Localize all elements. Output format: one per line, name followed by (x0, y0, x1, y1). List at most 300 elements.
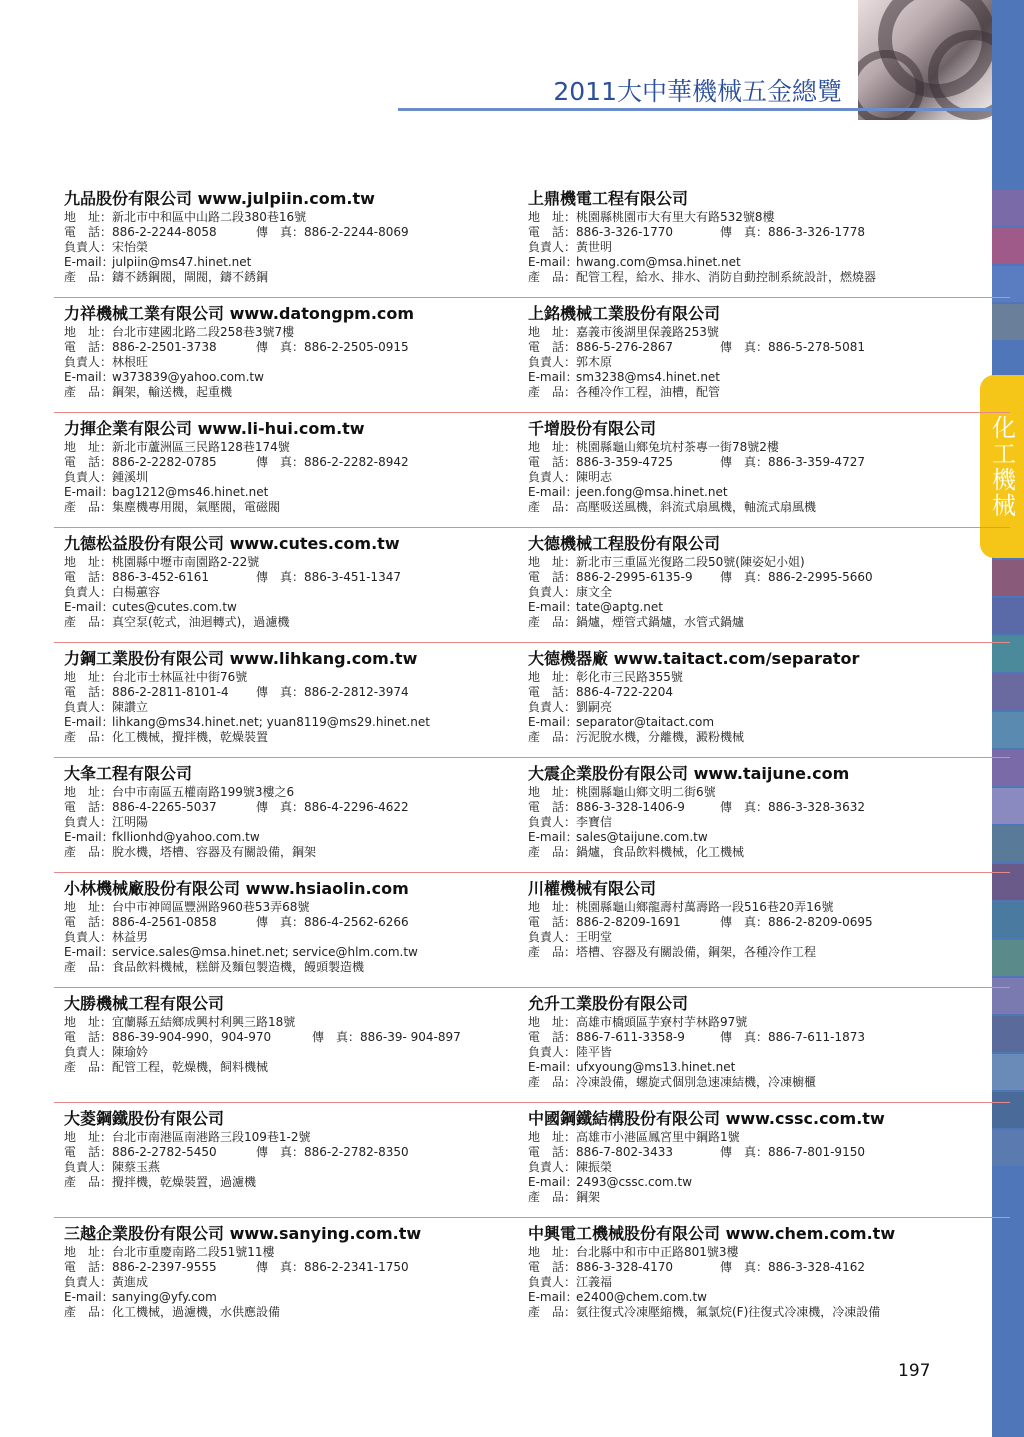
products-label: 產 品： (528, 270, 577, 284)
contact-label: 負責人： (64, 1160, 113, 1174)
side-tab-band (992, 712, 1024, 748)
phone-label: 電 話： (528, 455, 577, 469)
entry-divider (54, 987, 546, 988)
fax-group (256, 455, 409, 470)
fax-label: 傳 真： (720, 1260, 769, 1274)
company-entry (64, 993, 516, 1108)
address-line (64, 1245, 516, 1260)
side-tab-band (992, 940, 1024, 976)
fax-label: 傳 真： (256, 455, 305, 469)
address-label: 地 址： (528, 1015, 577, 1029)
side-tab-band (992, 978, 1024, 1014)
phone-label: 電 話： (64, 1260, 113, 1274)
email-label: E-mail： (64, 715, 114, 729)
side-tab-band (992, 864, 1024, 900)
phone-group (64, 570, 256, 585)
contact-value: 陳振榮 (576, 1160, 613, 1174)
side-tab-band (992, 826, 1024, 862)
phone-label: 電 話： (64, 570, 113, 584)
products-value: 各種冷作工程，油槽，配管 (576, 385, 721, 399)
category-tab-chemical-machinery[interactable] (980, 375, 1024, 558)
address-label: 地 址： (64, 440, 113, 454)
products-line (528, 1190, 980, 1205)
phone-group (64, 800, 256, 815)
company-name: 大勝機械工程有限公司 (64, 994, 225, 1013)
contact-value: 李寶信 (576, 815, 613, 829)
phone-group (528, 685, 720, 700)
fax-label: 傳 真： (256, 1260, 305, 1274)
fax-value: 886-5-278-5081 (768, 340, 865, 354)
products-line (64, 500, 516, 515)
email-line (528, 715, 980, 730)
phone-label: 電 話： (64, 915, 113, 929)
email-value: lihkang@ms34.hinet.net; yuan8119@ms29.hinet.net (112, 715, 430, 729)
products-label: 產 品： (528, 615, 577, 629)
email-value: separator@taitact.com (576, 715, 715, 729)
company-entry (528, 418, 980, 533)
address-line (64, 210, 516, 225)
products-line (528, 270, 980, 285)
fax-value: 886-3-451-1347 (304, 570, 401, 584)
phone-value: 886-39-904-990，904-970 (112, 1030, 272, 1044)
company-entry (64, 878, 516, 993)
contact-label: 負責人： (528, 1275, 577, 1289)
contact-label: 負責人： (64, 1275, 113, 1289)
address-value: 桃園縣龜山鄉兔坑村茶專一街78號2樓 (576, 440, 779, 454)
fax-label: 傳 真： (256, 340, 305, 354)
contact-line (64, 1045, 516, 1060)
entry-divider (518, 412, 1010, 413)
email-line (528, 600, 980, 615)
company-entry (64, 303, 516, 418)
products-value: 攪拌機，乾燥裝置，過濾機 (112, 1175, 257, 1189)
phone-fax-line (64, 1030, 516, 1045)
fax-value: 886-2-8209-0695 (768, 915, 873, 929)
entry-divider (518, 642, 1010, 643)
fax-value: 886-2-2995-5660 (768, 570, 873, 584)
contact-label: 負責人： (528, 700, 577, 714)
contact-label: 負責人： (528, 1045, 577, 1059)
address-label: 地 址： (64, 210, 113, 224)
contact-line (528, 815, 980, 830)
address-value: 台中市南區五權南路199號3樓之6 (112, 785, 295, 799)
fax-value: 886-3-359-4727 (768, 455, 865, 469)
email-line (64, 255, 516, 270)
company-name: 川權機械有限公司 (528, 879, 657, 898)
contact-label: 負責人： (64, 355, 113, 369)
fax-group (256, 685, 409, 700)
entry-divider (518, 297, 1010, 298)
products-value: 脫水機，塔槽、容器及有關設備，鋼架 (112, 845, 317, 859)
contact-value: 宋怡榮 (112, 240, 149, 254)
side-tab-band (992, 750, 1024, 786)
side-tab-band (992, 902, 1024, 938)
email-value: w373839@yahoo.com.tw (112, 370, 264, 384)
company-name: 九德松益股份有限公司 www.cutes.com.tw (64, 534, 400, 553)
phone-label: 電 話： (64, 1030, 113, 1044)
phone-fax-line (64, 1260, 516, 1275)
address-value: 高雄市小港區鳳宮里中鋼路1號 (576, 1130, 740, 1144)
phone-value: 886-2-2282-0785 (112, 455, 217, 469)
address-line (528, 785, 980, 800)
products-label: 產 品： (528, 945, 577, 959)
address-label: 地 址： (528, 325, 577, 339)
contact-label: 負責人： (64, 700, 113, 714)
fax-group (720, 225, 865, 240)
address-line (528, 1015, 980, 1030)
phone-fax-line (64, 800, 516, 815)
company-entry (64, 533, 516, 648)
company-name: 上鼎機電工程有限公司 (528, 189, 689, 208)
address-line (64, 670, 516, 685)
phone-value: 886-3-328-1406-9 (576, 800, 685, 814)
contact-label: 負責人： (528, 240, 577, 254)
company-name: 大夆工程有限公司 (64, 764, 193, 783)
email-line (528, 370, 980, 385)
email-line (528, 1290, 980, 1305)
company-name: 大德機械工程股份有限公司 (528, 534, 721, 553)
products-line (64, 960, 516, 975)
company-name: 力祥機械工業有限公司 www.datongpm.com (64, 304, 415, 323)
address-label: 地 址： (64, 1015, 113, 1029)
address-label: 地 址： (64, 1130, 113, 1144)
products-label: 產 品： (528, 730, 577, 744)
phone-value: 886-3-326-1770 (576, 225, 673, 239)
email-label: E-mail： (64, 945, 114, 959)
publication-title: 2011大中華機械五金總覽 (553, 77, 842, 106)
email-line (64, 1290, 516, 1305)
products-value: 食品飲料機械，糕餅及麵包製造機，饅頭製造機 (112, 960, 365, 974)
side-tab-band (992, 1130, 1024, 1166)
contact-value: 康文全 (576, 585, 613, 599)
address-label: 地 址： (528, 670, 577, 684)
fax-label: 傳 真： (720, 340, 769, 354)
company-entry (528, 878, 980, 993)
email-label: E-mail： (528, 1175, 578, 1189)
company-entry (528, 993, 980, 1108)
phone-group (528, 1260, 720, 1275)
entry-divider (54, 872, 546, 873)
contact-label: 負責人： (528, 585, 577, 599)
phone-fax-line (64, 685, 516, 700)
products-value: 鍋爐，煙管式鍋爐，水管式鍋爐 (576, 615, 745, 629)
contact-value: 江明陽 (112, 815, 149, 829)
fax-value: 886-2-2244-8069 (304, 225, 409, 239)
company-entry (64, 763, 516, 878)
phone-fax-line (64, 1145, 516, 1160)
phone-group (64, 225, 256, 240)
email-label: E-mail： (528, 370, 578, 384)
phone-group (64, 340, 256, 355)
contact-value: 陸平皆 (576, 1045, 613, 1059)
products-line (64, 1060, 516, 1075)
phone-fax-line (528, 1260, 980, 1275)
address-value: 嘉義市後湖里保義路253號 (576, 325, 719, 339)
email-line (528, 830, 980, 845)
phone-label: 電 話： (64, 685, 113, 699)
fax-label: 傳 真： (720, 455, 769, 469)
fax-group (256, 1260, 409, 1275)
company-entry (528, 533, 980, 648)
phone-value: 886-7-802-3433 (576, 1145, 673, 1159)
products-label: 產 品： (64, 500, 113, 514)
email-label: E-mail： (64, 255, 114, 269)
entry-divider (518, 987, 1010, 988)
company-name: 力揮企業有限公司 www.li-hui.com.tw (64, 419, 365, 438)
phone-group (528, 800, 720, 815)
side-tab-band (992, 1092, 1024, 1128)
contact-line (528, 470, 980, 485)
contact-label: 負責人： (528, 815, 577, 829)
phone-label: 電 話： (64, 455, 113, 469)
company-name: 中興電工機械股份有限公司 www.chem.com.tw (528, 1224, 896, 1243)
contact-line (528, 1275, 980, 1290)
fax-label: 傳 真： (720, 800, 769, 814)
contact-value: 陳瑜妗 (112, 1045, 149, 1059)
phone-value: 886-4-2265-5037 (112, 800, 217, 814)
products-label: 產 品： (64, 615, 113, 629)
address-value: 台北縣中和市中正路801號3樓 (576, 1245, 739, 1259)
email-label: E-mail： (528, 600, 578, 614)
email-label: E-mail： (528, 255, 578, 269)
contact-line (528, 700, 980, 715)
entry-divider (518, 757, 1010, 758)
email-line (528, 485, 980, 500)
email-line (64, 600, 516, 615)
phone-fax-line (528, 915, 980, 930)
phone-label: 電 話： (64, 1145, 113, 1159)
email-label: E-mail： (64, 370, 114, 384)
address-value: 宜蘭縣五結鄉成興村利興三路18號 (112, 1015, 296, 1029)
products-line (64, 385, 516, 400)
phone-fax-line (528, 455, 980, 470)
address-label: 地 址： (528, 555, 577, 569)
address-line (528, 555, 980, 570)
address-value: 高雄市橋頭區芋寮村芋林路97號 (576, 1015, 748, 1029)
email-line (64, 830, 516, 845)
address-line (528, 440, 980, 455)
phone-value: 886-4-722-2204 (576, 685, 673, 699)
products-value: 氨往復式冷凍壓縮機，氟氯烷(F)往復式冷凍機，冷凍設備 (576, 1305, 881, 1319)
fax-group (720, 340, 865, 355)
email-line (64, 945, 516, 960)
products-line (528, 615, 980, 630)
products-label: 產 品： (528, 845, 577, 859)
address-label: 地 址： (528, 785, 577, 799)
company-entry (528, 648, 980, 763)
company-name: 大菱鋼鐵股份有限公司 (64, 1109, 225, 1128)
address-line (64, 900, 516, 915)
products-value: 鑄不銹鋼閥，閘閥，鑄不銹鋼 (112, 270, 269, 284)
fax-group (720, 455, 865, 470)
email-value: 2493@cssc.com.tw (576, 1175, 693, 1189)
address-line (64, 1130, 516, 1145)
company-name: 中國鋼鐵結構股份有限公司 www.cssc.com.tw (528, 1109, 885, 1128)
phone-label: 電 話： (64, 800, 113, 814)
products-line (528, 845, 980, 860)
fax-group (720, 570, 873, 585)
fax-value: 886-7-611-1873 (768, 1030, 865, 1044)
category-tab-label: 化工機械 (987, 414, 1016, 519)
fax-group (256, 225, 409, 240)
entry-divider (518, 527, 1010, 528)
entry-divider (518, 1217, 1010, 1218)
fax-value: 886-39- 904-897 (360, 1030, 461, 1044)
address-line (528, 210, 980, 225)
phone-group (64, 455, 256, 470)
fax-value: 886-3-328-3632 (768, 800, 865, 814)
fax-label: 傳 真： (720, 1030, 769, 1044)
fax-value: 886-3-326-1778 (768, 225, 865, 239)
fax-group (720, 915, 873, 930)
products-line (64, 270, 516, 285)
fax-value: 886-2-2282-8942 (304, 455, 409, 469)
contact-value: 黃世明 (576, 240, 613, 254)
corner-machinery-photo (858, 0, 992, 120)
fax-value: 886-2-2812-3974 (304, 685, 409, 699)
phone-label: 電 話： (528, 1260, 577, 1274)
contact-label: 負責人： (528, 355, 577, 369)
email-value: tate@aptg.net (576, 600, 663, 614)
products-line (528, 385, 980, 400)
address-value: 台北市建國北路二段258巷3號7樓 (112, 325, 295, 339)
email-value: sales@taijune.com.tw (576, 830, 708, 844)
phone-label: 電 話： (528, 685, 577, 699)
products-line (64, 1175, 516, 1190)
products-label: 產 品： (528, 1305, 577, 1319)
contact-line (528, 585, 980, 600)
email-label: E-mail： (528, 715, 578, 729)
phone-label: 電 話： (528, 340, 577, 354)
company-name: 千增股份有限公司 (528, 419, 657, 438)
company-entry (64, 648, 516, 763)
fax-label: 傳 真： (256, 800, 305, 814)
phone-label: 電 話： (528, 570, 577, 584)
company-name: 九品股份有限公司 www.julpiin.com.tw (64, 189, 375, 208)
products-line (528, 730, 980, 745)
email-value: hwang.com@msa.hinet.net (576, 255, 741, 269)
products-line (64, 1305, 516, 1320)
phone-label: 電 話： (528, 225, 577, 239)
products-value: 塔槽、容器及有關設備，鋼架，各種冷作工程 (576, 945, 817, 959)
products-value: 鍋爐，食品飲料機械，化工機械 (576, 845, 745, 859)
contact-value: 郭木原 (576, 355, 613, 369)
company-entry (64, 1223, 516, 1338)
contact-line (64, 1275, 516, 1290)
products-label: 產 品： (64, 845, 113, 859)
address-label: 地 址： (64, 900, 113, 914)
products-value: 高壓吸送風機，斜流式扇風機，軸流式扇風機 (576, 500, 817, 514)
email-label: E-mail： (528, 1060, 578, 1074)
fax-group (256, 570, 401, 585)
fax-group (256, 1145, 409, 1160)
company-entry (528, 1108, 980, 1223)
fax-label: 傳 真： (720, 915, 769, 929)
entry-divider (54, 1102, 546, 1103)
address-line (64, 440, 516, 455)
contact-label: 負責人： (64, 930, 113, 944)
company-name: 三越企業股份有限公司 www.sanying.com.tw (64, 1224, 422, 1243)
phone-fax-line (528, 570, 980, 585)
contact-value: 陳明志 (576, 470, 613, 484)
company-entry (64, 188, 516, 303)
address-line (528, 325, 980, 340)
phone-value: 886-2-2782-5450 (112, 1145, 217, 1159)
email-value: sanying@yfy.com (112, 1290, 217, 1304)
entry-divider (54, 642, 546, 643)
email-value: ufxyoung@ms13.hinet.net (576, 1060, 736, 1074)
contact-line (528, 930, 980, 945)
phone-fax-line (64, 340, 516, 355)
phone-label: 電 話： (528, 1030, 577, 1044)
side-tab-band (992, 304, 1024, 340)
address-label: 地 址： (64, 1245, 113, 1259)
fax-value: 886-4-2296-4622 (304, 800, 409, 814)
company-entry (528, 303, 980, 418)
address-value: 桃園縣中壢市南園路2-22號 (112, 555, 260, 569)
phone-value: 886-3-359-4725 (576, 455, 673, 469)
address-line (528, 670, 980, 685)
fax-label: 傳 真： (312, 1030, 361, 1044)
company-name: 大震企業股份有限公司 www.taijune.com (528, 764, 850, 783)
phone-fax-line (528, 685, 980, 700)
contact-label: 負責人： (528, 930, 577, 944)
products-label: 產 品： (64, 385, 113, 399)
address-label: 地 址： (528, 440, 577, 454)
fax-label: 傳 真： (720, 570, 769, 584)
contact-label: 負責人： (64, 240, 113, 254)
contact-line (64, 1160, 516, 1175)
address-label: 地 址： (64, 785, 113, 799)
email-value: julpiin@ms47.hinet.net (112, 255, 252, 269)
phone-group (528, 1030, 720, 1045)
email-label: E-mail： (528, 830, 578, 844)
fax-label: 傳 真： (720, 1145, 769, 1159)
products-label: 產 品： (528, 500, 577, 514)
contact-line (528, 1160, 980, 1175)
address-line (528, 900, 980, 915)
company-name: 上銘機械工業股份有限公司 (528, 304, 721, 323)
contact-label: 負責人： (528, 1160, 577, 1174)
address-label: 地 址： (528, 1130, 577, 1144)
email-label: E-mail： (64, 830, 114, 844)
phone-fax-line (64, 455, 516, 470)
fax-label: 傳 真： (256, 1145, 305, 1159)
contact-value: 陳蔡玉燕 (112, 1160, 161, 1174)
address-value: 台北市南港區南港路三段109巷1-2號 (112, 1130, 311, 1144)
address-label: 地 址： (64, 325, 113, 339)
email-label: E-mail： (64, 600, 114, 614)
fax-label: 傳 真： (256, 685, 305, 699)
contact-value: 王明堂 (576, 930, 613, 944)
phone-label: 電 話： (528, 800, 577, 814)
contact-line (64, 470, 516, 485)
products-label: 產 品： (528, 1075, 577, 1089)
page-number: 197 (898, 1361, 931, 1381)
phone-value: 886-2-2244-8058 (112, 225, 217, 239)
products-label: 產 品： (64, 730, 113, 744)
email-value: service.sales@msa.hinet.net; service@hlm.com.tw (112, 945, 418, 959)
products-label: 產 品： (64, 1175, 113, 1189)
company-name: 小林機械廠股份有限公司 www.hsiaolin.com (64, 879, 409, 898)
entry-divider (518, 1102, 1010, 1103)
products-line (528, 1305, 980, 1320)
phone-fax-line (528, 1030, 980, 1045)
company-entry (528, 188, 980, 303)
address-value: 桃園縣龜山鄉文明二街6號 (576, 785, 716, 799)
right-column (528, 188, 980, 1338)
phone-value: 886-2-8209-1691 (576, 915, 681, 929)
